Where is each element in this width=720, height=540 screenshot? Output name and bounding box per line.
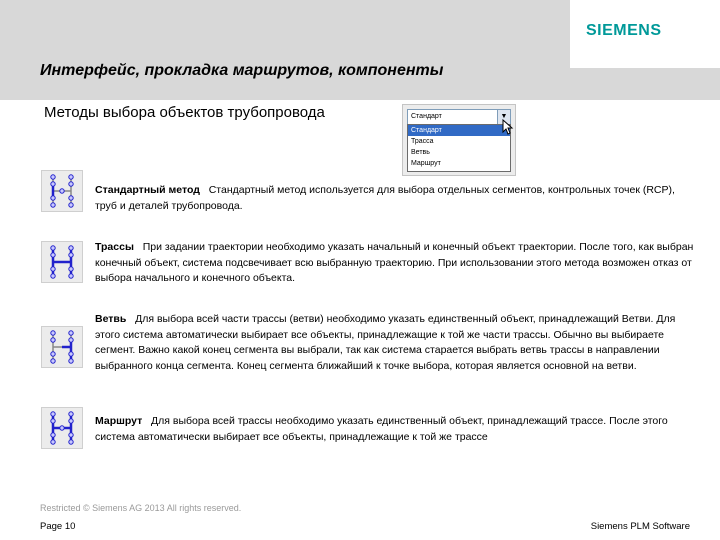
- dropdown-value: Стандарт: [411, 113, 442, 120]
- mouse-cursor-icon: [502, 119, 514, 135]
- method-path-text: Для выбора всей трассы необходимо указать единственный объект, принадлежащий трассе. После этого система автоматически выбирает все объекты, принадлежащие к той же трассе: [95, 415, 668, 443]
- method-branch-description: [95, 312, 695, 374]
- copyright-notice: Restricted © Siemens AG 2013 All rights reserved.: [40, 503, 242, 513]
- method-route-text: При задании траектории необходимо указать начальный и конечный объект траектории. После того, как выбран конечный объект, система подсвечивает всю выбранную траекторию. При использовании этого метода возможен отказ от выбора начального и конечного объекта.: [95, 241, 694, 284]
- dropdown-option-path[interactable]: Маршрут: [411, 160, 441, 167]
- page-title: Интерфейс, прокладка маршрутов, компоненты: [40, 62, 444, 79]
- dropdown-option-route[interactable]: Трасса: [411, 138, 434, 145]
- page-number: Page 10: [40, 521, 76, 532]
- siemens-logo: SIEMENS: [586, 22, 662, 39]
- method-branch-text: Для выбора всей части трассы (ветви) необходимо указать единственный объект, принадлежащий Ветви. Для этого система автоматически выбирает все объекты, принадлежащие к той же части трассы. Обычно вы выбираете сегмент. Важно какой конец сегмента вы выбрали, так как система старается выбрать ветвь трассы в направлении выбранного конца сегмента. Конец сегмента ближайший к точке выбора, которая является основной на ветви.: [95, 313, 676, 372]
- branch-method-icon: [41, 326, 83, 368]
- section-subtitle: Методы выбора объектов трубопровода: [44, 104, 325, 121]
- standard-method-icon: [41, 170, 83, 212]
- dropdown-option-branch[interactable]: Ветвь: [411, 149, 430, 156]
- selection-method-dropdown[interactable]: [407, 109, 511, 125]
- method-path-name: Маршрут: [95, 415, 143, 427]
- path-method-icon: [41, 407, 83, 449]
- method-standard-text: Стандартный метод используется для выбора отдельных сегментов, контрольных точек (RCP), труб и деталей трубопровода.: [95, 184, 675, 212]
- dropdown-option-standard[interactable]: Стандарт: [408, 125, 510, 136]
- chevron-down-icon[interactable]: ▼: [497, 110, 510, 124]
- method-route-description: [95, 240, 695, 287]
- method-standard-name: Стандартный метод: [95, 184, 200, 196]
- route-method-icon: [41, 241, 83, 283]
- method-branch-name: Ветвь: [95, 313, 127, 325]
- company-name: Siemens PLM Software: [590, 521, 690, 532]
- dropdown-list: [407, 124, 511, 172]
- selection-method-panel: [402, 104, 516, 176]
- method-standard-description: [95, 183, 695, 214]
- method-path-description: [95, 414, 695, 445]
- method-route-name: Трассы: [95, 241, 134, 253]
